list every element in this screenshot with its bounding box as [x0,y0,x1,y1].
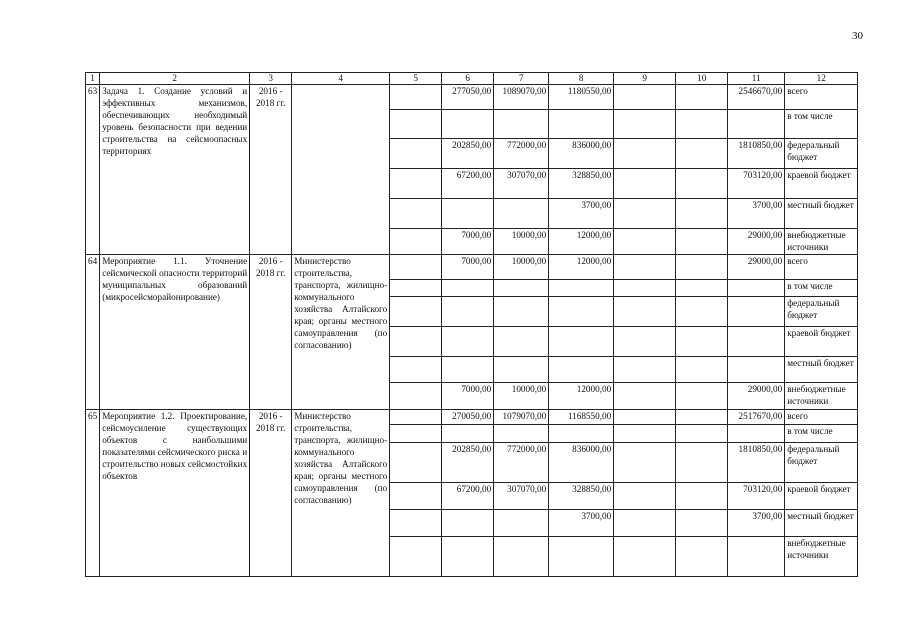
amount-cell [390,297,442,327]
amount-cell [676,410,728,425]
amount-cell: 3700,00 [728,199,785,229]
amount-cell [390,410,442,425]
amount-cell: 10000,00 [494,255,549,280]
amount-cell [549,537,614,577]
activity-name: Мероприятие 1.2. Проектирование, сейсмоусиление существующих объектов с наибольшими показателями сейсмического риска и строительство новых сейсмостойких объектов [100,410,250,577]
amount-cell [549,425,614,443]
amount-cell [676,280,728,297]
executor-cell: Министерство строительства, транспорта, жилищно-коммунального хозяйства Алтайского края; органы местного самоуправления (по согласованию) [292,410,390,577]
amount-cell [549,280,614,297]
amount-cell [676,229,728,255]
amount-cell [614,85,676,110]
amount-cell [549,110,614,139]
period-cell: 2016 - 2018 гг. [250,85,292,255]
table-body [86,73,858,577]
amount-cell [676,383,728,410]
amount-cell [390,357,442,383]
amount-cell [614,169,676,199]
amount-cell: 277050,00 [442,85,494,110]
amount-cell [614,425,676,443]
funding-source-cell: внебюджетные источники [785,537,858,577]
amount-cell [614,229,676,255]
amount-cell: 29000,00 [728,383,785,410]
amount-cell [614,199,676,229]
amount-cell: 772000,00 [494,443,549,483]
column-header: 2 [100,73,250,85]
amount-cell [442,280,494,297]
amount-cell [614,327,676,357]
column-header: 9 [614,73,676,85]
amount-cell [728,280,785,297]
row-number: 65 [86,410,100,577]
header-row [86,73,858,85]
amount-cell [390,139,442,169]
amount-cell [390,510,442,537]
amount-cell [390,255,442,280]
amount-cell [390,537,442,577]
amount-cell [494,199,549,229]
amount-cell [614,110,676,139]
amount-cell [549,297,614,327]
amount-cell [728,425,785,443]
row-number: 63 [86,85,100,255]
column-header: 7 [494,73,549,85]
amount-cell [494,297,549,327]
amount-cell [442,510,494,537]
amount-cell [614,510,676,537]
amount-cell [728,357,785,383]
column-header: 1 [86,73,100,85]
amount-cell [442,357,494,383]
amount-cell [442,297,494,327]
amount-cell: 270050,00 [442,410,494,425]
amount-cell [390,229,442,255]
amount-cell [614,139,676,169]
amount-cell: 772000,00 [494,139,549,169]
row-number: 64 [86,255,100,410]
amount-cell [614,357,676,383]
column-header: 6 [442,73,494,85]
amount-cell: 1810850,00 [728,139,785,169]
activity-name: Задача 1. Создание условий и эффективных механизмов, обеспечивающих необходимый уровень безопасности при ведении строительства на сейсмоопасных территориях [100,85,250,255]
column-header: 8 [549,73,614,85]
funding-source-cell: в том числе [785,110,858,139]
amount-cell [676,443,728,483]
amount-cell [614,410,676,425]
period-cell: 2016 - 2018 гг. [250,410,292,577]
amount-cell: 328850,00 [549,169,614,199]
amount-cell [676,85,728,110]
amount-cell [676,327,728,357]
amount-cell [494,110,549,139]
amount-cell: 1079070,00 [494,410,549,425]
amount-cell: 3700,00 [728,510,785,537]
amount-cell [728,297,785,327]
amount-cell [549,357,614,383]
amount-cell [442,425,494,443]
amount-cell [676,297,728,327]
amount-cell: 703120,00 [728,169,785,199]
amount-cell [676,425,728,443]
amount-cell: 307070,00 [494,483,549,510]
funding-source-cell: краевой бюджет [785,169,858,199]
table-row [86,85,858,110]
funding-source-cell: всего [785,410,858,425]
amount-cell [494,510,549,537]
amount-cell [728,537,785,577]
amount-cell: 202850,00 [442,139,494,169]
amount-cell: 307070,00 [494,169,549,199]
funding-source-cell: федеральный бюджет [785,297,858,327]
column-header: 11 [728,73,785,85]
amount-cell: 3700,00 [549,199,614,229]
amount-cell [494,280,549,297]
amount-cell [676,483,728,510]
amount-cell: 1180550,00 [549,85,614,110]
column-header: 3 [250,73,292,85]
amount-cell [390,169,442,199]
amount-cell [494,425,549,443]
amount-cell [614,443,676,483]
amount-cell [676,537,728,577]
amount-cell: 1089070,00 [494,85,549,110]
funding-source-cell: краевой бюджет [785,327,858,357]
column-header: 4 [292,73,390,85]
amount-cell [614,280,676,297]
funding-source-cell: всего [785,255,858,280]
amount-cell: 12000,00 [549,229,614,255]
amount-cell [676,255,728,280]
amount-cell [676,110,728,139]
amount-cell [676,199,728,229]
amount-cell [494,537,549,577]
amount-cell [494,357,549,383]
amount-cell [614,383,676,410]
amount-cell [390,199,442,229]
amount-cell: 7000,00 [442,229,494,255]
amount-cell [728,110,785,139]
amount-cell [390,483,442,510]
executor-cell [292,85,390,255]
amount-cell [442,110,494,139]
amount-cell: 67200,00 [442,169,494,199]
funding-source-cell: в том числе [785,425,858,443]
executor-cell: Министерство строительства, транспорта, жилищно-коммунального хозяйства Алтайского края; органы местного самоуправления (по согласованию) [292,255,390,410]
amount-cell: 10000,00 [494,229,549,255]
funding-source-cell: краевой бюджет [785,483,858,510]
amount-cell: 2517670,00 [728,410,785,425]
amount-cell [390,443,442,483]
table-row [86,255,858,280]
amount-cell: 1810850,00 [728,443,785,483]
amount-cell [676,169,728,199]
amount-cell [390,383,442,410]
amount-cell: 1168550,00 [549,410,614,425]
funding-source-cell: местный бюджет [785,199,858,229]
amount-cell: 7000,00 [442,383,494,410]
amount-cell: 7000,00 [442,255,494,280]
column-header: 12 [785,73,858,85]
funding-source-cell: в том числе [785,280,858,297]
amount-cell: 836000,00 [549,443,614,483]
amount-cell: 29000,00 [728,255,785,280]
amount-cell: 202850,00 [442,443,494,483]
column-header: 5 [390,73,442,85]
amount-cell [390,425,442,443]
amount-cell [390,327,442,357]
funding-source-cell: федеральный бюджет [785,443,858,483]
amount-cell: 10000,00 [494,383,549,410]
amount-cell [442,199,494,229]
budget-table [85,72,858,577]
funding-source-cell: местный бюджет [785,357,858,383]
amount-cell: 12000,00 [549,383,614,410]
funding-source-cell: внебюджетные источники [785,383,858,410]
amount-cell [442,537,494,577]
funding-source-cell: всего [785,85,858,110]
activity-name: Мероприятие 1.1. Уточнение сейсмической опасности территорий муниципальных образований (микросейсморайонирование) [100,255,250,410]
amount-cell: 703120,00 [728,483,785,510]
amount-cell: 12000,00 [549,255,614,280]
amount-cell [676,139,728,169]
amount-cell [614,255,676,280]
funding-source-cell: местный бюджет [785,510,858,537]
amount-cell [676,357,728,383]
amount-cell [614,483,676,510]
amount-cell [390,110,442,139]
amount-cell [676,510,728,537]
amount-cell [390,85,442,110]
amount-cell: 328850,00 [549,483,614,510]
funding-source-cell: внебюджетные источники [785,229,858,255]
amount-cell [614,297,676,327]
amount-cell [549,327,614,357]
table-row [86,410,858,425]
column-header: 10 [676,73,728,85]
amount-cell: 67200,00 [442,483,494,510]
amount-cell [390,280,442,297]
amount-cell: 3700,00 [549,510,614,537]
period-cell: 2016 - 2018 гг. [250,255,292,410]
amount-cell: 836000,00 [549,139,614,169]
funding-source-cell: федеральный бюджет [785,139,858,169]
amount-cell [728,327,785,357]
page-number: 30 [852,30,863,42]
amount-cell [494,327,549,357]
amount-cell [614,537,676,577]
amount-cell: 29000,00 [728,229,785,255]
amount-cell [442,327,494,357]
amount-cell: 2546670,00 [728,85,785,110]
